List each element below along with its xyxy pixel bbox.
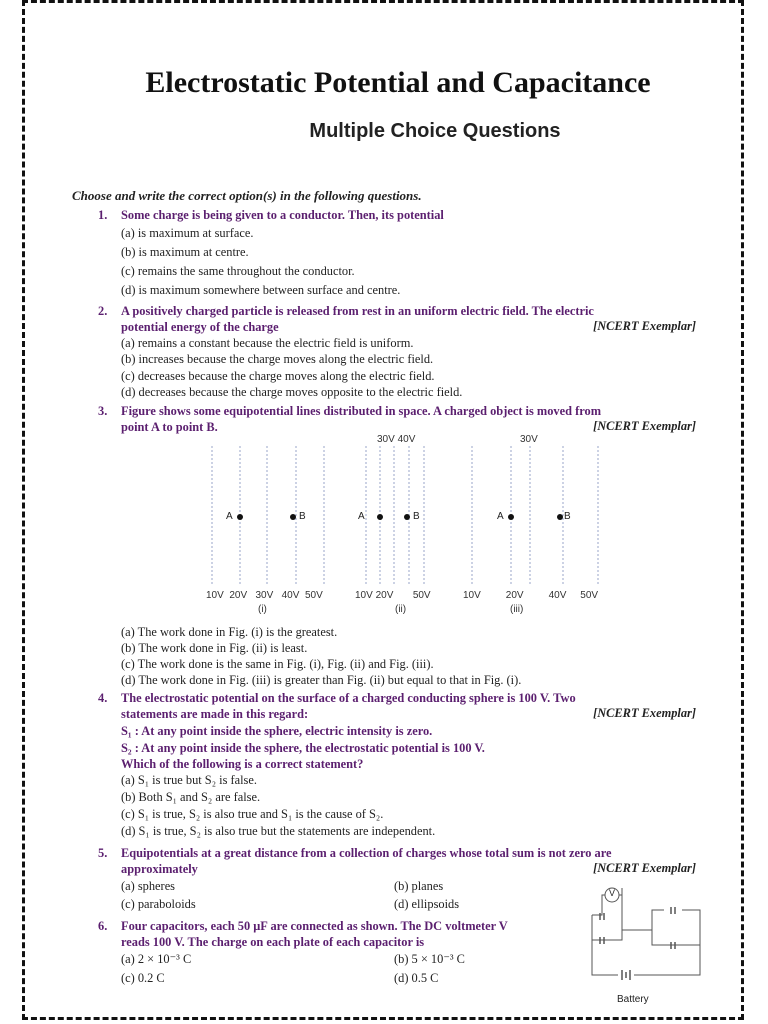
question-number: 1. [98, 208, 108, 222]
figure-caption: (i) [258, 604, 267, 615]
question-number: 5. [98, 846, 108, 860]
option: (c) decreases because the charge moves along the electric field. [121, 369, 435, 383]
question-number: 6. [98, 919, 108, 933]
option: (b) Both S₁ and S₂ are false. [121, 790, 261, 804]
source-tag: [NCERT Exemplar] [593, 861, 696, 875]
question-text: A positively charged particle is released from rest in an uniform electric field. The electric [121, 304, 594, 318]
option: (d) S₁ is true, S₂ is also true but the statements are independent. [121, 824, 436, 838]
figure-bottom-labels: 10V 20V 50V [355, 590, 431, 601]
option: (d) is maximum somewhere between surface and centre. [121, 283, 401, 297]
question-prompt: Which of the following is a correct statement? [121, 757, 364, 771]
option: (d) 0.5 C [394, 971, 439, 985]
source-tag: [NCERT Exemplar] [593, 706, 696, 720]
point-a [237, 514, 243, 520]
label-b: B [564, 511, 571, 522]
statement-s2: S₂ : At any point inside the sphere, the electrostatic potential is 100 V. [121, 741, 485, 755]
option: (c) remains the same throughout the conductor. [121, 264, 355, 278]
option: (a) 2 × 10⁻³ C [121, 952, 192, 966]
option: (a) is maximum at surface. [121, 226, 254, 240]
capacitor-circuit [582, 880, 712, 990]
question-text: The electrostatic potential on the surface of a charged conducting sphere is 100 V. Two [121, 691, 576, 705]
chapter-title: Electrostatic Potential and Capacitance [145, 66, 651, 99]
figure-caption: (ii) [395, 604, 407, 615]
option: (b) planes [394, 879, 444, 893]
figure-top-label: 30V [520, 434, 538, 445]
option: (d) The work done in Fig. (iii) is greater than Fig. (ii) but equal to that in Fig. (i). [121, 673, 522, 687]
question-text: potential energy of the charge [121, 320, 279, 334]
option: (d) decreases because the charge moves opposite to the electric field. [121, 385, 463, 399]
option: (a) remains a constant because the electric field is uniform. [121, 336, 414, 350]
question-text: Some charge is being given to a conductor. Then, its potential [121, 208, 444, 222]
point-b [404, 514, 410, 520]
question-text: point A to point B. [121, 420, 218, 434]
figure-caption: (iii) [510, 604, 524, 615]
option: (c) The work done is the same in Fig. (i), Fig. (ii) and Fig. (iii). [121, 657, 434, 671]
question-text: Equipotentials at a great distance from a collection of charges whose total sum is not zero are [121, 846, 612, 860]
instructions: Choose and write the correct option(s) in the following questions. [72, 188, 422, 203]
question-text: Figure shows some equipotential lines distributed in space. A charged object is moved from [121, 404, 602, 418]
section-subtitle: Multiple Choice Questions [309, 120, 561, 142]
battery-label: Battery [617, 994, 649, 1005]
label-b: B [299, 511, 306, 522]
label-b: B [413, 511, 420, 522]
option: (b) The work done in Fig. (ii) is least. [121, 641, 308, 655]
question-number: 3. [98, 404, 108, 418]
option: (c) 0.2 C [121, 971, 165, 985]
question-text: reads 100 V. The charge on each plate of each capacitor is [121, 935, 425, 949]
label-a: A [358, 511, 365, 522]
question-text: Four capacitors, each 50 μF are connected as shown. The DC voltmeter V [121, 919, 508, 933]
option: (a) spheres [121, 879, 176, 893]
label-a: A [226, 511, 233, 522]
option: (a) The work done in Fig. (i) is the greatest. [121, 625, 338, 639]
question-number: 2. [98, 304, 108, 318]
figure-top-label: 30V 40V [377, 434, 416, 445]
point-b [290, 514, 296, 520]
statement-s1: S₁ : At any point inside the sphere, electric intensity is zero. [121, 724, 433, 738]
point-b [557, 514, 563, 520]
option: (c) S₁ is true, S₂ is also true and S₁ is the cause of S₂. [121, 807, 384, 821]
option: (b) 5 × 10⁻³ C [394, 952, 465, 966]
point-a [508, 514, 514, 520]
option: (b) increases because the charge moves along the electric field. [121, 352, 434, 366]
question-text: approximately [121, 862, 198, 876]
source-tag: [NCERT Exemplar] [593, 319, 696, 333]
option: (c) paraboloids [121, 897, 196, 911]
equipotential-figure [200, 440, 620, 590]
voltmeter-label: V [609, 888, 616, 898]
option: (d) ellipsoids [394, 897, 460, 911]
figure-bottom-labels: 10V 20V 40V 50V [463, 590, 599, 601]
figure-bottom-labels: 10V 20V 30V 40V 50V [206, 590, 323, 601]
question-text: statements are made in this regard: [121, 707, 309, 721]
point-a [377, 514, 383, 520]
option: (b) is maximum at centre. [121, 245, 249, 259]
source-tag: [NCERT Exemplar] [593, 419, 696, 433]
option: (a) S₁ is true but S₂ is false. [121, 773, 257, 787]
label-a: A [497, 511, 504, 522]
question-number: 4. [98, 691, 108, 705]
